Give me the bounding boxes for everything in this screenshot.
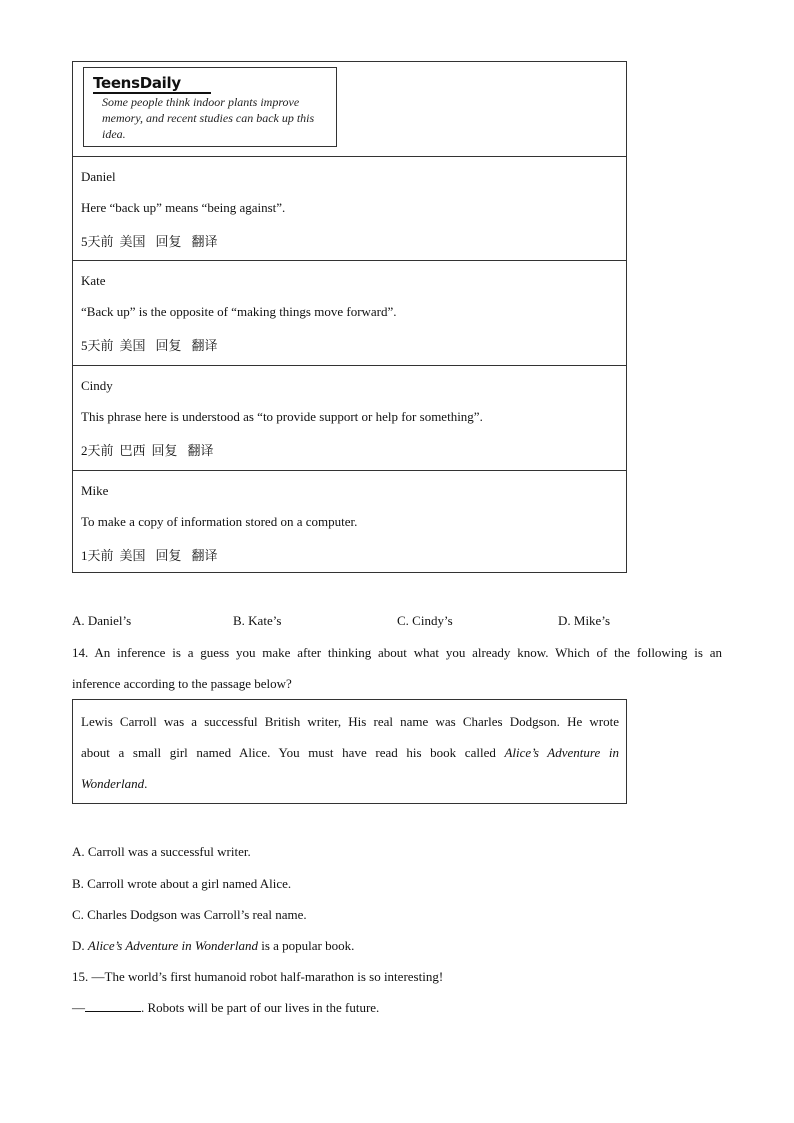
- translate-link[interactable]: 翻译: [191, 548, 218, 563]
- q14-passage-box: [72, 699, 627, 804]
- reply-link[interactable]: 回复: [155, 234, 182, 249]
- comment-table: [72, 61, 627, 573]
- option-text: is a popular book.: [257, 938, 355, 953]
- q13-option-b[interactable]: B. Kate’s: [233, 613, 282, 628]
- comment-text: This phrase here is understood as “to provide support or help for something”.: [81, 409, 483, 424]
- q14-stem-line1: 14. An inference is a guess you make after thinking about what you already know. Which of the following is an: [72, 645, 722, 660]
- passage-line2: [81, 744, 619, 762]
- clipping-text: Some people think indoor plants improve memory, and recent studies can back up this idea.: [102, 95, 315, 141]
- translate-link[interactable]: 翻译: [187, 443, 214, 458]
- comment-text: “Back up” is the opposite of “making things move forward”.: [81, 304, 397, 319]
- option-letter: D.: [72, 938, 88, 953]
- comment-meta: [81, 440, 220, 459]
- q14-option-c[interactable]: C. Charles Dodgson was Carroll’s real name.: [72, 907, 307, 922]
- newspaper-logo: TeensDaily: [93, 74, 181, 92]
- comment-kate: [73, 260, 626, 366]
- comment-meta: [81, 231, 224, 250]
- comment-country: 美国: [119, 234, 146, 249]
- comment-country: 美国: [119, 338, 146, 353]
- answer-blank[interactable]: [85, 999, 141, 1012]
- q15-stem-line2: [72, 999, 722, 1017]
- passage-line1: Lewis Carroll was a successful British writer, His real name was Charles Dodgson. He wrote: [81, 714, 619, 729]
- q13-options: [72, 613, 712, 631]
- comment-text: Here “back up” means “being against”.: [81, 200, 286, 215]
- reply-link[interactable]: 回复: [155, 338, 182, 353]
- q13-option-d[interactable]: D. Mike’s: [558, 613, 610, 628]
- dash: —: [72, 1000, 85, 1015]
- translate-link[interactable]: 翻译: [191, 338, 218, 353]
- q15-text: . Robots will be part of our lives in the future.: [141, 1000, 380, 1015]
- q15-stem-line1: 15. —The world’s first humanoid robot half-marathon is so interesting!: [72, 969, 444, 984]
- comment-meta: [81, 335, 224, 354]
- q14-option-d[interactable]: [72, 937, 722, 955]
- book-title: Alice’s Adventure in Wonderland: [87, 938, 258, 953]
- comment-author: Daniel: [81, 169, 116, 184]
- comment-time: 1天前: [81, 548, 114, 563]
- comment-mike: [73, 470, 626, 574]
- comment-time: 5天前: [81, 338, 114, 353]
- comment-author: Kate: [81, 273, 106, 288]
- comment-cindy: [73, 365, 626, 471]
- q13-option-c[interactable]: C. Cindy’s: [397, 613, 453, 628]
- news-clipping: [83, 67, 337, 147]
- comment-daniel: [73, 156, 626, 261]
- comment-time: 2天前: [81, 443, 114, 458]
- comment-author: Cindy: [81, 378, 113, 393]
- book-title: Alice’s Adventure in: [504, 745, 619, 760]
- q14-option-b[interactable]: B. Carroll wrote about a girl named Alice.: [72, 876, 292, 891]
- reply-link[interactable]: 回复: [155, 548, 182, 563]
- passage-text: about a small girl named Alice. You must have read his book called: [81, 745, 505, 760]
- translate-link[interactable]: 翻译: [191, 234, 218, 249]
- q13-option-a[interactable]: A. Daniel’s: [72, 613, 132, 628]
- passage-line3: [81, 775, 619, 793]
- comment-time: 5天前: [81, 234, 114, 249]
- comment-author: Mike: [81, 483, 109, 498]
- comment-meta: [81, 545, 224, 564]
- passage-period: .: [144, 776, 148, 791]
- reply-link[interactable]: 回复: [151, 443, 178, 458]
- book-title-end: Wonderland: [81, 776, 145, 791]
- q14-option-a[interactable]: A. Carroll was a successful writer.: [72, 844, 251, 859]
- q14-stem-line2: inference according to the passage below?: [72, 676, 292, 691]
- comment-text: To make a copy of information stored on a computer.: [81, 514, 358, 529]
- news-clipping-row: [73, 62, 626, 156]
- comment-country: 巴西: [119, 443, 146, 458]
- comment-country: 美国: [119, 548, 146, 563]
